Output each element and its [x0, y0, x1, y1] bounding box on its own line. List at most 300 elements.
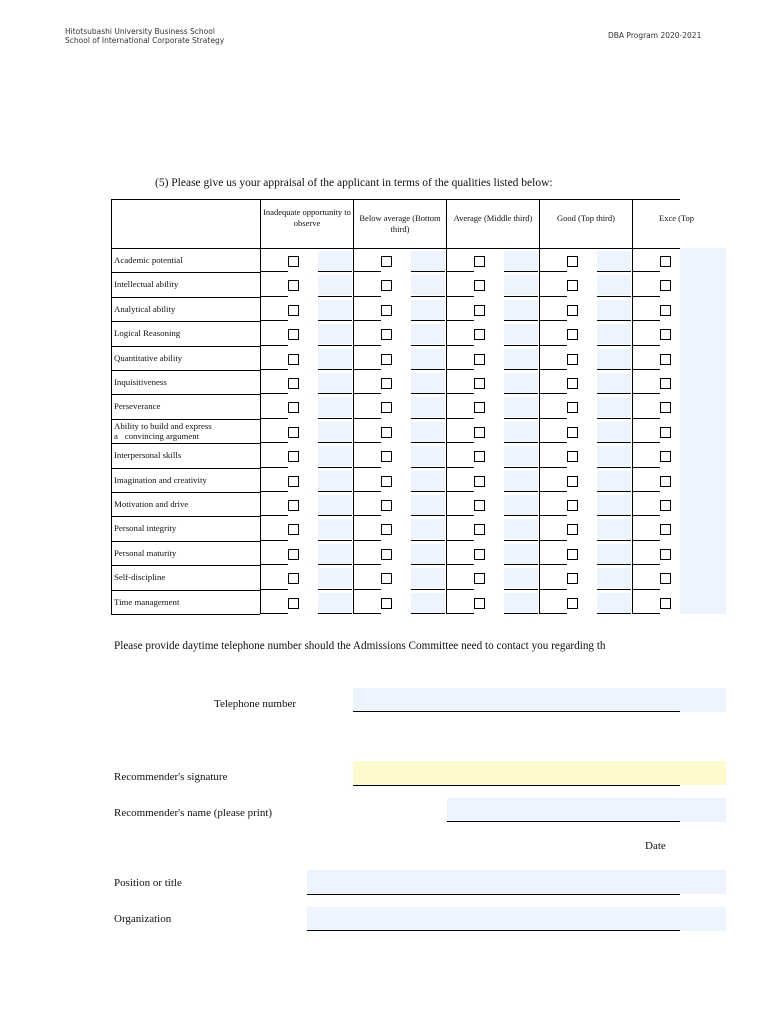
rating-checkbox[interactable] [660, 280, 671, 291]
cell-underline [318, 271, 352, 272]
rating-checkbox[interactable] [288, 329, 299, 340]
cell-underline [411, 515, 445, 516]
cell-fill [597, 568, 631, 588]
cell-underline [597, 442, 631, 443]
cell-underline [411, 467, 445, 468]
cell-underline [539, 613, 567, 614]
cell-underline [446, 515, 474, 516]
rating-checkbox[interactable] [660, 598, 671, 609]
cell-underline [318, 491, 352, 492]
cell-underline [446, 467, 474, 468]
cell-underline [260, 564, 288, 565]
cell-underline [504, 589, 538, 590]
table-top-border [111, 199, 680, 200]
cell-fill [318, 568, 352, 588]
cell-underline [260, 589, 288, 590]
cell-underline [597, 589, 631, 590]
rating-checkbox[interactable] [660, 354, 671, 365]
rating-checkbox[interactable] [567, 354, 578, 365]
cell-fill [411, 373, 445, 393]
cell-underline [446, 540, 474, 541]
rating-checkbox[interactable] [474, 256, 485, 267]
cell-fill [597, 300, 631, 320]
cell-fill [504, 300, 538, 320]
cell-underline [504, 271, 538, 272]
row-label: Inquisitiveness [114, 377, 167, 387]
cell-underline [260, 345, 288, 346]
cell-fill [411, 446, 445, 466]
row-label: Analytical ability [114, 304, 176, 314]
cell-fill [318, 446, 352, 466]
cell-underline [446, 564, 474, 565]
rating-checkbox[interactable] [567, 500, 578, 511]
cell-fill [411, 471, 445, 491]
rating-checkbox[interactable] [474, 476, 485, 487]
cell-fill [504, 593, 538, 613]
cell-underline [597, 467, 631, 468]
cell-underline [597, 320, 631, 321]
rating-checkbox[interactable] [567, 402, 578, 413]
rating-checkbox[interactable] [288, 500, 299, 511]
signature-underline [353, 785, 680, 786]
row-label: Time management [114, 597, 180, 607]
cell-fill [597, 544, 631, 564]
cell-underline [318, 418, 352, 419]
rating-checkbox[interactable] [381, 451, 392, 462]
rating-checkbox[interactable] [474, 451, 485, 462]
rating-checkbox[interactable] [474, 427, 485, 438]
cell-underline [260, 540, 288, 541]
cell-underline [504, 369, 538, 370]
cell-underline [632, 589, 660, 590]
row-label: Motivation and drive [114, 499, 189, 509]
rating-checkbox[interactable] [381, 549, 392, 560]
cell-underline [353, 369, 381, 370]
cell-fill [411, 519, 445, 539]
rating-checkbox[interactable] [381, 280, 392, 291]
cell-underline [446, 393, 474, 394]
table-column-divider [446, 199, 447, 614]
overflow-fill [680, 248, 726, 614]
cell-fill [504, 397, 538, 417]
cell-underline [632, 491, 660, 492]
rating-checkbox[interactable] [381, 427, 392, 438]
organization-underline [307, 930, 680, 931]
rating-checkbox[interactable] [381, 378, 392, 389]
cell-underline [353, 564, 381, 565]
cell-underline [318, 320, 352, 321]
row-divider [111, 614, 260, 615]
cell-underline [504, 491, 538, 492]
column-header-good [541, 213, 631, 224]
cell-fill [597, 446, 631, 466]
cell-fill [411, 275, 445, 295]
cell-underline [411, 613, 445, 614]
organization-label: Organization [114, 913, 172, 925]
cell-underline [539, 271, 567, 272]
row-label: Logical Reasoning [114, 328, 181, 338]
cell-fill [411, 251, 445, 271]
rating-checkbox[interactable] [288, 280, 299, 291]
cell-underline [318, 442, 352, 443]
cell-underline [318, 515, 352, 516]
rating-checkbox[interactable] [660, 427, 671, 438]
cell-underline [446, 271, 474, 272]
cell-underline [353, 271, 381, 272]
rating-checkbox[interactable] [288, 524, 299, 535]
cell-underline [353, 442, 381, 443]
cell-fill [597, 422, 631, 442]
signature-label: Recommender's signature [114, 771, 228, 783]
cell-fill [318, 495, 352, 515]
cell-underline [353, 296, 381, 297]
telephone-label: Telephone number [214, 698, 297, 710]
rating-checkbox[interactable] [660, 476, 671, 487]
name-label: Recommender's name (please print) [114, 807, 273, 819]
rating-checkbox[interactable] [381, 329, 392, 340]
rating-checkbox[interactable] [288, 573, 299, 584]
cell-underline [632, 442, 660, 443]
rating-checkbox[interactable] [474, 378, 485, 389]
appraisal-prompt: (5) Please give us your appraisal of the applicant in terms of the qualities listed below: [155, 177, 553, 189]
cell-fill [504, 446, 538, 466]
cell-underline [504, 564, 538, 565]
rating-checkbox[interactable] [381, 256, 392, 267]
cell-fill [597, 251, 631, 271]
row-label: Quantitative ability [114, 353, 183, 363]
rating-checkbox[interactable] [660, 402, 671, 413]
row-divider [111, 321, 260, 322]
table-column-divider [353, 199, 354, 614]
cell-underline [353, 320, 381, 321]
cell-underline [353, 515, 381, 516]
cell-underline [446, 369, 474, 370]
rating-checkbox[interactable] [567, 305, 578, 316]
cell-underline [539, 418, 567, 419]
cell-underline [318, 296, 352, 297]
row-divider [111, 272, 260, 273]
rating-checkbox[interactable] [474, 280, 485, 291]
cell-underline [411, 564, 445, 565]
cell-underline [411, 540, 445, 541]
cell-fill [597, 519, 631, 539]
cell-underline [353, 393, 381, 394]
cell-underline [353, 540, 381, 541]
row-label: Interpersonal skills [114, 450, 182, 460]
date-label: Date [645, 840, 666, 852]
cell-underline [539, 540, 567, 541]
cell-underline [446, 613, 474, 614]
rating-checkbox[interactable] [381, 402, 392, 413]
cell-underline [504, 467, 538, 468]
rating-checkbox[interactable] [288, 451, 299, 462]
rating-checkbox[interactable] [474, 598, 485, 609]
cell-underline [411, 345, 445, 346]
cell-underline [597, 613, 631, 614]
rating-checkbox[interactable] [474, 329, 485, 340]
cell-underline [411, 296, 445, 297]
cell-underline [632, 467, 660, 468]
cell-underline [539, 369, 567, 370]
cell-underline [318, 467, 352, 468]
rating-checkbox[interactable] [288, 256, 299, 267]
row-divider [111, 370, 260, 371]
cell-fill [504, 495, 538, 515]
table-column-divider [260, 199, 261, 614]
cell-underline [597, 369, 631, 370]
cell-fill [318, 422, 352, 442]
cell-underline [539, 393, 567, 394]
cell-underline [504, 320, 538, 321]
cell-underline [597, 271, 631, 272]
cell-underline [597, 540, 631, 541]
cell-underline [318, 369, 352, 370]
cell-fill [318, 300, 352, 320]
name-underline [447, 821, 680, 822]
cell-underline [260, 296, 288, 297]
cell-underline [539, 345, 567, 346]
column-header-excellent-text: Exce (Top [659, 213, 695, 223]
cell-fill [597, 495, 631, 515]
cell-fill [504, 544, 538, 564]
cell-underline [411, 589, 445, 590]
cell-underline [597, 393, 631, 394]
rating-checkbox[interactable] [381, 354, 392, 365]
cell-underline [597, 491, 631, 492]
cell-underline [632, 369, 660, 370]
cell-underline [260, 491, 288, 492]
cell-underline [597, 296, 631, 297]
cell-fill [504, 471, 538, 491]
rating-checkbox[interactable] [288, 476, 299, 487]
cell-underline [632, 418, 660, 419]
cell-underline [632, 296, 660, 297]
rating-checkbox[interactable] [474, 500, 485, 511]
column-header-below-average-text: Below average (Bottom third) [359, 213, 441, 234]
cell-underline [318, 589, 352, 590]
organization-input[interactable] [307, 907, 726, 931]
rating-checkbox[interactable] [474, 524, 485, 535]
cell-fill [411, 324, 445, 344]
rating-checkbox[interactable] [288, 354, 299, 365]
cell-underline [504, 613, 538, 614]
cell-fill [318, 275, 352, 295]
cell-fill [411, 349, 445, 369]
row-divider [111, 297, 260, 298]
cell-fill [411, 568, 445, 588]
cell-underline [353, 467, 381, 468]
rating-checkbox[interactable] [567, 524, 578, 535]
column-header-below-average [355, 213, 445, 235]
cell-underline [411, 491, 445, 492]
cell-underline [632, 393, 660, 394]
table-column-divider [539, 199, 540, 614]
column-header-average [448, 213, 538, 224]
rating-checkbox[interactable] [567, 476, 578, 487]
cell-underline [539, 296, 567, 297]
cell-fill [318, 593, 352, 613]
position-underline [307, 894, 680, 895]
rating-checkbox[interactable] [381, 573, 392, 584]
cell-underline [632, 564, 660, 565]
cell-fill [597, 349, 631, 369]
rating-checkbox[interactable] [474, 549, 485, 560]
cell-underline [539, 491, 567, 492]
cell-underline [260, 393, 288, 394]
cell-fill [504, 373, 538, 393]
cell-fill [411, 397, 445, 417]
position-input[interactable] [307, 870, 726, 894]
rating-checkbox[interactable] [660, 329, 671, 340]
rating-checkbox[interactable] [567, 451, 578, 462]
cell-underline [411, 418, 445, 419]
rating-checkbox[interactable] [567, 329, 578, 340]
rating-checkbox[interactable] [474, 402, 485, 413]
cell-underline [539, 320, 567, 321]
rating-checkbox[interactable] [567, 549, 578, 560]
cell-underline [353, 345, 381, 346]
cell-underline [504, 345, 538, 346]
cell-underline [353, 589, 381, 590]
column-header-good-text: Good (Top third) [557, 213, 615, 223]
cell-underline [632, 540, 660, 541]
row-divider [111, 541, 260, 542]
row-divider [111, 468, 260, 469]
cell-underline [597, 418, 631, 419]
rating-checkbox[interactable] [567, 598, 578, 609]
position-label: Position or title [114, 877, 182, 889]
rating-checkbox[interactable] [660, 378, 671, 389]
cell-fill [411, 300, 445, 320]
rating-checkbox[interactable] [474, 305, 485, 316]
table-left-border [111, 199, 112, 614]
cell-underline [411, 393, 445, 394]
rating-checkbox[interactable] [660, 500, 671, 511]
cell-underline [318, 540, 352, 541]
rating-checkbox[interactable] [567, 378, 578, 389]
rating-checkbox[interactable] [288, 378, 299, 389]
rating-checkbox[interactable] [288, 598, 299, 609]
signature-input[interactable] [353, 761, 726, 785]
column-header-inadequate: Inadequate opportunity to observe [263, 207, 351, 228]
rating-checkbox[interactable] [474, 573, 485, 584]
row-label: Personal maturity [114, 548, 177, 558]
cell-underline [597, 564, 631, 565]
row-label: Ability to build and express a convincing argument [114, 421, 218, 441]
rating-checkbox[interactable] [381, 598, 392, 609]
cell-underline [632, 345, 660, 346]
rating-checkbox[interactable] [288, 549, 299, 560]
row-label: Imagination and creativity [114, 475, 207, 485]
rating-checkbox[interactable] [660, 451, 671, 462]
rating-checkbox[interactable] [288, 427, 299, 438]
cell-underline [504, 442, 538, 443]
row-divider [111, 394, 260, 395]
cell-underline [632, 515, 660, 516]
row-divider [111, 492, 260, 493]
row-label: Intellectual ability [114, 279, 179, 289]
cell-underline [539, 442, 567, 443]
rating-checkbox[interactable] [567, 256, 578, 267]
rating-checkbox[interactable] [660, 524, 671, 535]
program-label: DBA Program 2020-2021 [608, 31, 702, 40]
cell-underline [446, 589, 474, 590]
cell-underline [446, 296, 474, 297]
cell-underline [353, 491, 381, 492]
rating-checkbox[interactable] [381, 500, 392, 511]
rating-checkbox[interactable] [660, 573, 671, 584]
cell-underline [504, 418, 538, 419]
cell-fill [318, 251, 352, 271]
cell-underline [597, 515, 631, 516]
rating-checkbox[interactable] [660, 256, 671, 267]
cell-underline [318, 613, 352, 614]
column-header-average-text: Average (Middle third) [453, 213, 533, 223]
cell-underline [446, 442, 474, 443]
cell-fill [411, 544, 445, 564]
cell-fill [411, 495, 445, 515]
rating-checkbox[interactable] [381, 476, 392, 487]
cell-fill [318, 373, 352, 393]
row-divider [111, 565, 260, 566]
row-label: Self-discipline [114, 572, 166, 582]
rating-checkbox[interactable] [381, 524, 392, 535]
rating-checkbox[interactable] [567, 427, 578, 438]
rating-checkbox[interactable] [567, 573, 578, 584]
telephone-input[interactable] [353, 688, 726, 712]
cell-underline [504, 296, 538, 297]
cell-underline [539, 515, 567, 516]
table-column-divider [632, 199, 633, 614]
rating-checkbox[interactable] [288, 402, 299, 413]
row-label: Personal integrity [114, 523, 177, 533]
rating-checkbox[interactable] [288, 305, 299, 316]
name-input[interactable] [447, 798, 726, 822]
rating-checkbox[interactable] [381, 305, 392, 316]
cell-underline [539, 564, 567, 565]
contact-instruction: Please provide daytime telephone number should the Admissions Committee need to contact you regarding th [114, 640, 606, 652]
cell-fill [597, 324, 631, 344]
cell-fill [318, 519, 352, 539]
cell-fill [411, 593, 445, 613]
cell-fill [597, 471, 631, 491]
cell-underline [539, 589, 567, 590]
cell-underline [411, 442, 445, 443]
cell-fill [504, 349, 538, 369]
row-divider [111, 419, 260, 420]
rating-checkbox[interactable] [660, 305, 671, 316]
cell-underline [260, 320, 288, 321]
cell-fill [318, 471, 352, 491]
cell-fill [597, 373, 631, 393]
rating-checkbox[interactable] [474, 354, 485, 365]
cell-underline [260, 369, 288, 370]
cell-fill [504, 251, 538, 271]
row-divider [111, 590, 260, 591]
row-divider [111, 346, 260, 347]
cell-underline [260, 418, 288, 419]
rating-checkbox[interactable] [660, 549, 671, 560]
cell-underline [632, 271, 660, 272]
cell-underline [260, 442, 288, 443]
cell-fill [504, 422, 538, 442]
cell-underline [504, 393, 538, 394]
cell-underline [446, 320, 474, 321]
cell-underline [318, 393, 352, 394]
cell-fill [597, 397, 631, 417]
rating-checkbox[interactable] [567, 280, 578, 291]
school-subtitle: School of International Corporate Strategy [65, 36, 225, 45]
